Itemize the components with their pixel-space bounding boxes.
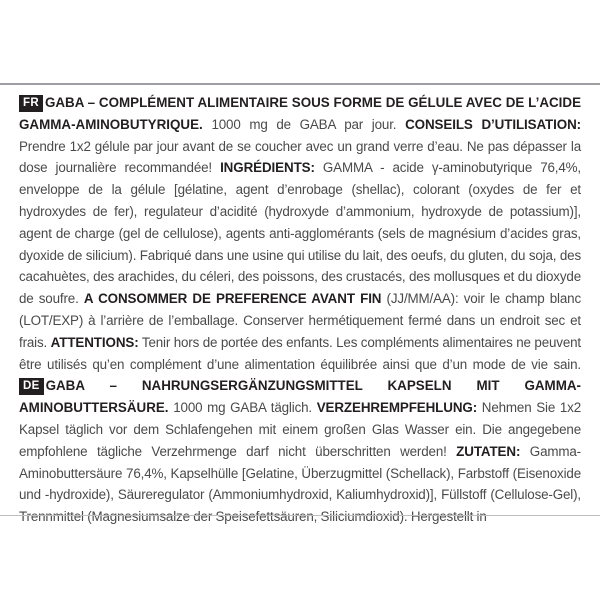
fr-dosage: 1000 mg de GABA par jour.	[202, 116, 406, 132]
de-usage-heading: VERZEHREMPFEHLUNG:	[316, 400, 478, 416]
language-badge-de: DE	[19, 378, 44, 395]
de-title: GABA – NAHRUNGSERGÄNZUNGSMITTEL KAPSELN MIT GAMMA-AMINOBUTTERSÄURE.	[19, 378, 581, 416]
fr-title: GABA – COMPLÉMENT ALIMENTAIRE SOUS FORME DE GÉLULE AVEC DE L’ACIDE GAMMA-AMINOBUTYRIQUE.	[19, 95, 581, 132]
language-badge-fr: FR	[19, 95, 43, 112]
fr-usage-heading: CONSEILS D’UTILISATION:	[405, 116, 581, 132]
bottom-divider	[0, 515, 600, 516]
label-flow	[19, 92, 581, 528]
fr-usage-text: Prendre 1x2 gélule par jour avant de se coucher avec un grand verre d’eau. Ne pas dépasser la dose journalière recommandée!	[19, 138, 581, 176]
label-text-block	[19, 92, 581, 528]
de-usage-text: Nehmen Sie 1x2 Kapsel täglich vor dem Schlafengehen mit einem großen Glas Wasser ein. Die angegebene empfohlene tägliche Verzehrmenge darf nicht überschritten werden!	[19, 400, 581, 459]
fr-bestbefore-heading: A CONSOMMER DE PREFERENCE AVANT FIN	[83, 291, 382, 307]
de-dosage: 1000 mg GABA täglich.	[168, 400, 317, 416]
fr-ingredients-text: GAMMA - acide γ-aminobutyrique 76,4%, enveloppe de la gélule [gélatine, agent d’enrobage (shellac), colorant (oxydes de fer et hydroxydes de fer), regulateur d’acidité (hydroxyde d’ammonium, hydroxyde de potassium)], agent de charge (gel de cellulose), agents anti-agglomérants (sels de magnésium d’acides gras, dyoxide de silicium). Fabriqué dans une usine qui utilise du lait, des oeufs, du gluten, du soja, des cacahuètes, des arachides, du céleri, des poissons, des crustacés, des mollusques et du dioxyde de soufre.	[19, 160, 581, 307]
fr-ingredients-heading: INGRÉDIENTS:	[220, 160, 315, 176]
de-ingredients-heading: ZUTATEN:	[456, 443, 521, 459]
top-divider	[0, 83, 600, 85]
fr-warning-heading: ATTENTIONS:	[50, 334, 139, 350]
de-ingredients-text: Gamma-Aminobuttersäure 76,4%, Kapselhülle [Gelatine, Überzugmittel (Schellack), Farbstoff (Eisenoxide und -hydroxide), Säureregulator (Ammoniumhydroxid, Kaliumhydroxid)], Füllstoff (Cellulose-Gel), Trennmittel (Magnesiumsalze der Speisefettsäuren, Siliciumdioxid). Hergestellt in	[19, 443, 581, 525]
fr-bestbefore-text: (JJ/MM/AA): voir le champ blanc (LOT/EXP) à l’arrière de l’emballage. Conserver hermétiquement fermé dans un endroit sec et frais.	[19, 291, 581, 350]
fr-warning-text: Tenir hors de portée des enfants. Les compléments alimentaires ne peuvent être utilisés qu’en complément d’une alimentation équilibrée ainsi que d’un mode de vie sain.	[19, 334, 581, 372]
